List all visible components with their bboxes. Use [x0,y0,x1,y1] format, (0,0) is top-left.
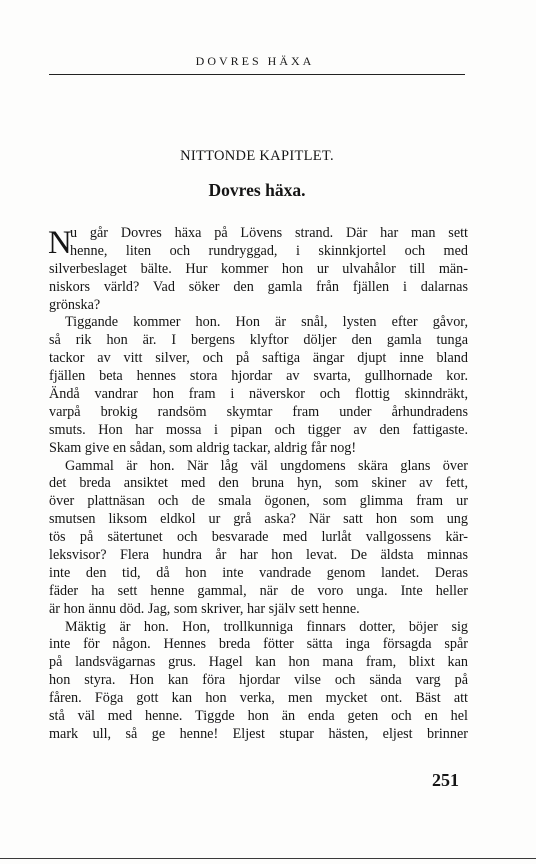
chapter-body [49,225,468,744]
chapter-label: NITTONDE KAPITLET. [180,148,334,164]
text-line: grönska? [49,296,101,313]
chapter-title: Dovres häxa. [208,180,306,200]
text-line: fjällen beta hennes stora hjordar av svarta, gullhornade kor. [49,368,468,385]
text-line: så rik hon är. I bergens klyftor döljer den gamla tunga [49,332,468,349]
text-line: tackor av vitt silver, och på saftiga ängar djupt inne bland [49,350,468,367]
text-line: Skam give en sådan, som aldrig tackar, aldrig får nog! [49,439,357,456]
text-line: fäder ha sett henne gammal, när de voro unga. Inte heller [49,582,468,599]
text-line: silverbeslaget bälte. Hur kommer hon ur ulvahålor till män- [49,260,468,277]
text-line: fåren. Föga gott kan hon verka, men mycket ont. Bäst att [49,690,468,707]
text-line: på landsvägarnas grus. Hagel kan hon mana fram, blixt kan [49,654,468,671]
text-line: Mäktig är hon. Hon, trollkunniga finnars dotter, böjer sig [65,618,468,635]
text-line: leksvisor? Flera hundra år har hon levat. De äldsta minnas [49,547,468,564]
text-line: stå väl med henne. Tiggde hon än enda geten och en hel [49,708,468,725]
text-line: smuts. Hon har mossa i pipan och tigger av den fattigaste. [49,421,468,438]
text-line: över plattnäsan och de smala ögonen, som glimma fram ur [49,493,468,510]
running-head: DOVRES HÄXA [195,54,315,68]
text-line: hon styra. Hon kan föra hjordar vilse och sända varg på [49,672,468,689]
page-number: 251 [432,770,459,790]
text-line: Gammal är hon. När låg väl ungdomens skära glans över [65,457,468,474]
text-line: smutsen liksom eldkol ur grå aska? När satt hon som ung [49,511,468,528]
text-line: inte den tid, då hon inte vandrade genom landet. Deras [49,564,468,581]
text-line: inte för någon. Hennes breda fötter sätta inga försagda spår [49,636,468,653]
text-line: Tiggande kommer hon. Hon är snål, lysten efter gåvor, [65,314,468,331]
scan-edge-line [0,858,536,859]
text-line: mark ull, så ge henne! Eljest stupar hästen, eljest brinner [49,725,468,742]
text-line: henne, liten och rundryggad, i skinnkjortel och med [70,242,468,259]
text-line: u går Dovres häxa på Lövens strand. Där har man sett [70,225,468,241]
text-line: varpå brokig randsöm skymtar fram under århundradens [49,403,468,420]
text-line: det breda ansiktet med den bruna hyn, som skiner av fett, [49,475,468,492]
text-line: är hon ännu död. Jag, som skriver, har själv sett henne. [49,600,360,617]
header-rule [49,74,465,75]
text-line: niskors värld? Vad söker den gamla från fjällen i dalarnas [49,278,468,295]
text-line: Ändå vandrar hon fram i näverskor och flottig skinndräkt, [49,386,468,403]
text-line: tös på sätertunet och besvarade med lurlåt vallgossens kär- [49,529,468,546]
drop-cap: N [48,225,72,261]
